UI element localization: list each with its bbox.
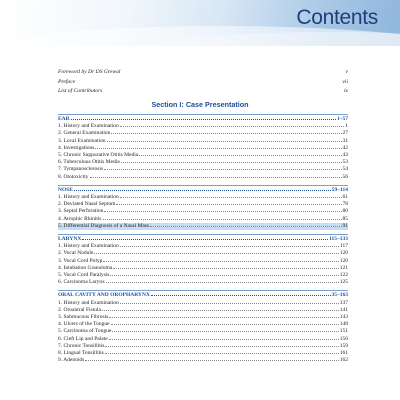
front-matter-label: Foreword by Dr DS Grewal bbox=[58, 69, 121, 75]
entry-page-number: 137 bbox=[339, 299, 348, 306]
entry-label: 5. Chronic Suppurative Otitis Media bbox=[58, 152, 139, 159]
toc-entry-selected[interactable] bbox=[58, 223, 348, 230]
entry-label: 1. History and Examination bbox=[58, 123, 119, 130]
entry-label: 1. History and Examination bbox=[58, 299, 119, 306]
toc-entry[interactable] bbox=[58, 208, 348, 215]
dot-leader bbox=[90, 177, 342, 178]
dot-leader bbox=[105, 353, 339, 354]
dot-leader bbox=[116, 204, 341, 205]
entry-page-number: 42 bbox=[342, 144, 348, 151]
entry-page-number: 161 bbox=[339, 350, 348, 357]
toc-category-heading[interactable] bbox=[58, 234, 348, 243]
dot-leader bbox=[139, 155, 341, 156]
entry-label: 9. Adenoids bbox=[58, 357, 85, 364]
entry-label: 6. Tuberculous Otitis Media bbox=[58, 159, 120, 166]
toc-entry[interactable] bbox=[58, 145, 348, 152]
entry-label: 4. Atrophic Rhinitis bbox=[58, 215, 102, 222]
dot-leader bbox=[104, 211, 341, 212]
entry-label: 8. Ototoxicity bbox=[58, 173, 89, 180]
toc-entry[interactable] bbox=[58, 300, 348, 307]
entry-page-number: 143 bbox=[339, 314, 348, 321]
toc-entry[interactable] bbox=[58, 307, 348, 314]
entry-label: 5. Vocal Cord Paralysis bbox=[58, 272, 110, 279]
entry-page-number: 85 bbox=[342, 215, 348, 222]
dot-leader bbox=[110, 275, 338, 276]
toc-entry[interactable] bbox=[58, 250, 348, 257]
entry-label: 2. Oroantral Fistula bbox=[58, 306, 101, 313]
entry-page-number: 91 bbox=[342, 222, 348, 229]
entry-label: 3. Submucous Fibrosis bbox=[58, 314, 109, 321]
entry-page-number: 80 bbox=[342, 208, 348, 215]
dot-leader bbox=[104, 169, 341, 170]
entry-label: 8. Lingual Tonsillitis bbox=[58, 350, 104, 357]
entry-page-number: 151 bbox=[339, 328, 348, 335]
section-heading: Section I: Case Presentation bbox=[151, 100, 249, 109]
toc-category-heading[interactable] bbox=[58, 114, 348, 123]
entry-label: 1. History and Examination bbox=[58, 194, 119, 201]
front-matter-row[interactable] bbox=[58, 87, 348, 97]
entry-page-number: 117 bbox=[339, 243, 348, 250]
page-header bbox=[0, 0, 400, 46]
toc-entry[interactable] bbox=[58, 336, 348, 343]
toc-entry[interactable] bbox=[58, 216, 348, 223]
category-page-range: 35–163 bbox=[331, 292, 348, 299]
dot-leader bbox=[121, 162, 342, 163]
entry-label: 4. Investigations bbox=[58, 144, 95, 151]
entry-page-number: 162 bbox=[339, 357, 348, 364]
dot-leader bbox=[71, 119, 336, 120]
entry-label: 3. Septal Perforation bbox=[58, 208, 104, 215]
entry-page-number: 1 bbox=[345, 123, 348, 130]
dot-leader bbox=[120, 246, 339, 247]
entry-page-number: 148 bbox=[339, 321, 348, 328]
entry-page-number: 122 bbox=[339, 272, 348, 279]
dot-leader bbox=[94, 253, 338, 254]
dot-leader bbox=[120, 197, 342, 198]
toc-entry[interactable] bbox=[58, 265, 348, 272]
dot-leader bbox=[113, 268, 339, 269]
front-matter-page: ix bbox=[343, 88, 348, 95]
dot-leader bbox=[151, 295, 331, 296]
entry-label: 5. Differential Diagnosis of a Nasal Mass bbox=[58, 222, 150, 229]
front-matter-label: List of Contributors bbox=[58, 88, 103, 95]
toc-entry[interactable] bbox=[58, 159, 348, 166]
dot-leader bbox=[105, 346, 338, 347]
dot-leader bbox=[103, 261, 338, 262]
entry-page-number: 141 bbox=[339, 306, 348, 313]
entry-page-number: 78 bbox=[342, 201, 348, 208]
dot-leader bbox=[111, 324, 339, 325]
entry-label: 5. Carcinoma of Tongue bbox=[58, 328, 112, 335]
category-title: ORAL CAVITY AND OROPHARYNX bbox=[58, 292, 150, 299]
dot-leader bbox=[109, 317, 338, 318]
entry-label: 7. Tympanosclerosis bbox=[58, 166, 104, 173]
entry-page-number: 120 bbox=[339, 250, 348, 257]
entry-page-number: 56 bbox=[342, 173, 348, 180]
dot-leader bbox=[85, 360, 338, 361]
entry-label: 4. Ulcers of the Tongue bbox=[58, 321, 110, 328]
toc-entry[interactable] bbox=[58, 272, 348, 279]
entry-label: 7. Chronic Tonsillitis bbox=[58, 342, 105, 349]
toc-category-heading[interactable] bbox=[58, 185, 348, 194]
entry-page-number: 31 bbox=[342, 137, 348, 144]
toc-entry[interactable] bbox=[58, 138, 348, 145]
dot-leader bbox=[120, 303, 339, 304]
toc-entry[interactable] bbox=[58, 243, 348, 250]
front-matter-page: vii bbox=[342, 78, 348, 85]
toc-entry[interactable] bbox=[58, 328, 348, 335]
front-matter-row[interactable] bbox=[58, 68, 348, 78]
entry-label: 6. Cleft Lip and Palate bbox=[58, 335, 108, 342]
entry-label: 2. Deviated Nasal Septum bbox=[58, 201, 116, 208]
dot-leader bbox=[74, 190, 331, 191]
entry-page-number: 121 bbox=[339, 264, 348, 271]
page-title: Contents bbox=[296, 6, 378, 29]
entry-label: 1. History and Examination bbox=[58, 243, 119, 250]
toc-entry[interactable] bbox=[58, 123, 348, 130]
toc-entry[interactable] bbox=[58, 258, 348, 265]
toc-entry[interactable] bbox=[58, 174, 348, 181]
entry-page-number: 120 bbox=[339, 257, 348, 264]
table-of-contents bbox=[58, 114, 348, 365]
entry-page-number: 27 bbox=[342, 130, 348, 137]
category-page-range: 115–133 bbox=[329, 236, 348, 243]
dot-leader bbox=[103, 219, 342, 220]
front-matter-row[interactable] bbox=[58, 78, 348, 88]
dot-leader bbox=[112, 331, 338, 332]
dot-leader bbox=[107, 141, 342, 142]
dot-leader bbox=[82, 239, 328, 240]
dot-leader bbox=[102, 310, 339, 311]
entry-label: 3. Local Examination bbox=[58, 137, 106, 144]
category-title: EAR bbox=[58, 116, 70, 122]
toc-category-heading[interactable] bbox=[58, 290, 348, 299]
toc-entry[interactable] bbox=[58, 279, 348, 286]
entry-page-number: 156 bbox=[339, 335, 348, 342]
category-page-range: 1–57 bbox=[337, 116, 348, 122]
toc-entry[interactable] bbox=[58, 343, 348, 350]
toc-entry[interactable] bbox=[58, 152, 348, 159]
toc-entry[interactable] bbox=[58, 357, 348, 364]
toc-entry[interactable] bbox=[58, 166, 348, 173]
entry-page-number: 54 bbox=[342, 166, 348, 173]
dot-leader bbox=[111, 133, 341, 134]
entry-page-number: 53 bbox=[342, 159, 348, 166]
front-matter-label: Preface bbox=[58, 78, 76, 85]
dot-leader bbox=[109, 339, 339, 340]
entry-label: 3. Vocal Cord Polyp bbox=[58, 257, 103, 264]
entry-label: 4. Intubation Granuloma bbox=[58, 264, 113, 271]
entry-label: 2. General Examination bbox=[58, 130, 111, 137]
entry-page-number: 43 bbox=[342, 152, 348, 159]
dot-leader bbox=[95, 148, 341, 149]
toc-entry[interactable] bbox=[58, 194, 348, 201]
front-matter-list bbox=[58, 68, 348, 97]
dot-leader bbox=[120, 126, 344, 127]
entry-page-number: 159 bbox=[339, 342, 348, 349]
toc-entry[interactable] bbox=[58, 130, 348, 137]
category-title: NOSE bbox=[58, 186, 73, 193]
toc-entry[interactable] bbox=[58, 350, 348, 357]
category-page-range: 59–114 bbox=[331, 186, 348, 193]
entry-label: 2. Vocal Nodule bbox=[58, 250, 94, 257]
entry-page-number: 61 bbox=[342, 194, 348, 201]
category-title: LARYNX bbox=[58, 236, 82, 243]
front-matter-page: v bbox=[345, 69, 348, 75]
dot-leader bbox=[150, 226, 341, 227]
dot-leader bbox=[106, 282, 339, 283]
entry-page-number: 125 bbox=[339, 279, 348, 286]
entry-label: 6. Carcinoma Larynx bbox=[58, 279, 105, 286]
